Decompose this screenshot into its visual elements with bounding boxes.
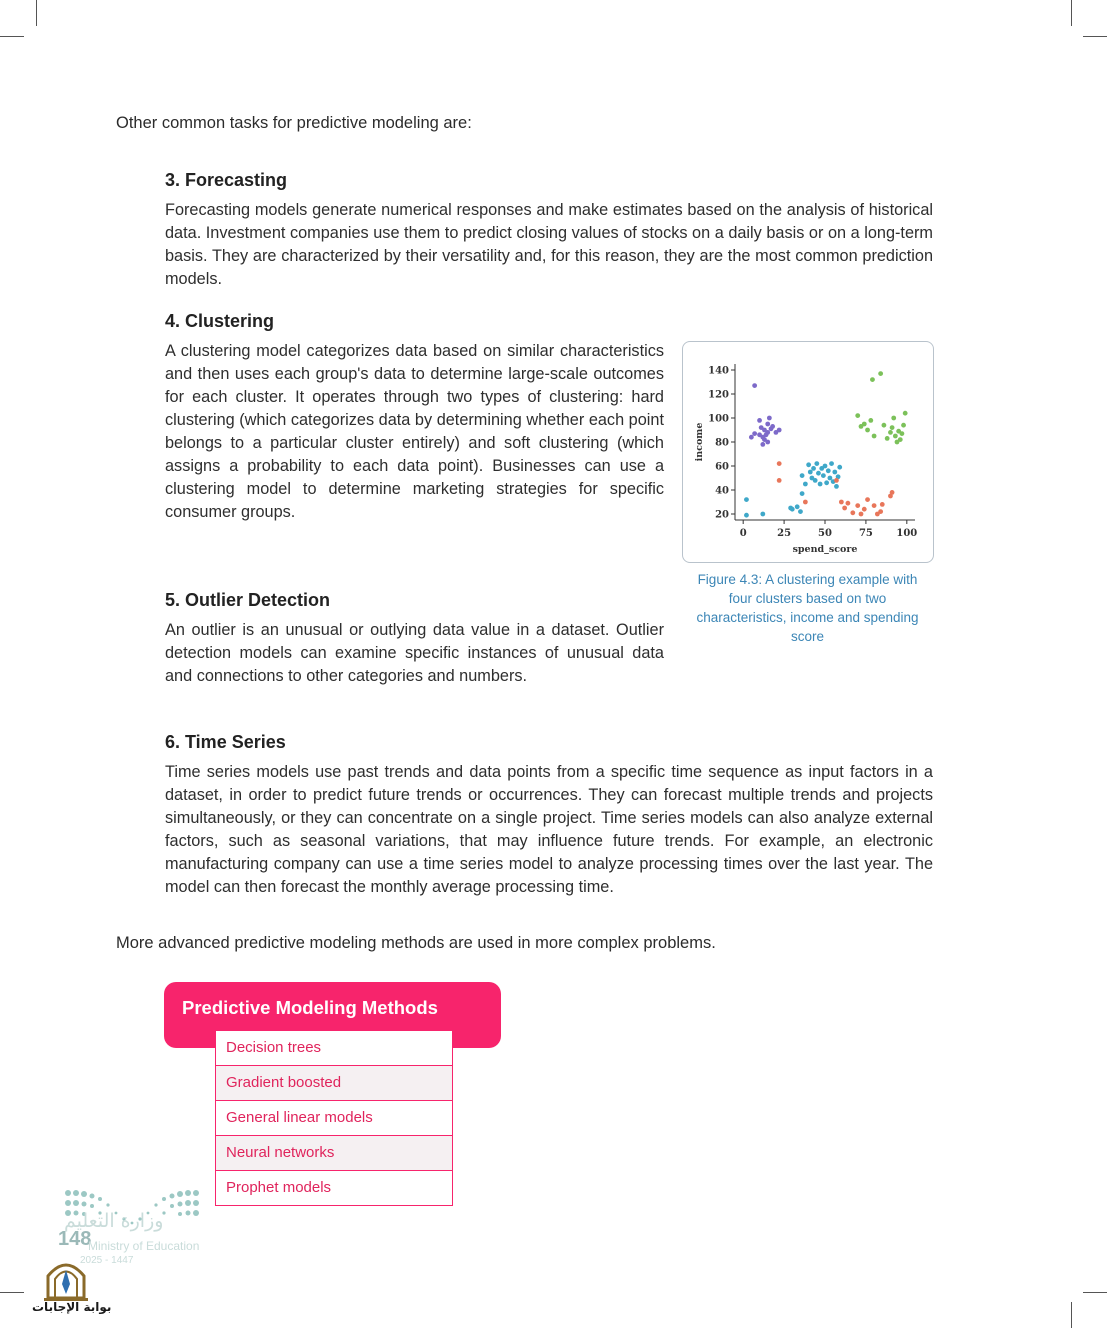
data-point [744, 513, 749, 518]
data-point [862, 422, 867, 427]
section-clustering [165, 311, 664, 524]
crop-mark [1071, 1302, 1072, 1328]
data-point [777, 478, 782, 483]
method-item: Prophet models [216, 1170, 452, 1205]
section-time-series [165, 732, 933, 899]
data-point [898, 437, 903, 442]
data-point [834, 484, 839, 489]
data-point [803, 500, 808, 505]
y-tick-label: 40 [715, 485, 729, 497]
data-point [770, 424, 775, 429]
data-point [891, 416, 896, 421]
method-item: General linear models [216, 1100, 452, 1135]
data-point [790, 507, 795, 512]
section-title: 3. Forecasting [165, 170, 288, 190]
data-point [744, 497, 749, 502]
data-point [774, 430, 779, 435]
data-point [757, 432, 762, 437]
data-point [890, 425, 895, 430]
crop-mark [1083, 36, 1107, 37]
data-point [826, 468, 831, 473]
data-point [888, 430, 893, 435]
data-point [878, 371, 883, 376]
data-point [765, 422, 770, 427]
data-point [762, 437, 767, 442]
y-tick-label: 80 [715, 437, 729, 449]
x-tick-label: 100 [896, 528, 918, 539]
section-body: An outlier is an unusual or outlying data value in a dataset. Outlier detection models can examine specific instances of unusual data and connections to other categories and numbers. [165, 621, 664, 685]
section-title: 5. Outlier Detection [165, 590, 331, 610]
data-point [765, 430, 770, 435]
crop-mark [1083, 1292, 1107, 1293]
section-body: Time series models use past trends and data points from a specific time sequence as input factors in a dataset, in order to predict future trends or occurrences. They can forecast multiple trends and projects simultaneously, or they can concentrate on a single project. Time series models can also analyze external factors, such as seasonal variations, that may influence future trends. For example, an electronic manufacturing company can use a time series model to analyze processing times over the last year. The model can then forecast the monthly average processing time. [165, 763, 933, 896]
ministry-name-english: Ministry of Education [88, 1239, 200, 1253]
section-outlier-detection [165, 590, 664, 688]
gate-text: بوابة الإجابات [32, 1300, 112, 1314]
data-point [828, 476, 833, 481]
data-point [832, 470, 837, 475]
data-point [798, 509, 803, 514]
data-point [823, 464, 828, 469]
data-point [859, 512, 864, 517]
data-point [818, 482, 823, 487]
advanced-text: More advanced predictive modeling methods are used in more complex problems. [116, 934, 716, 952]
x-tick-label: 75 [858, 528, 873, 539]
method-item: Neural networks [216, 1135, 452, 1170]
data-point [880, 502, 885, 507]
data-point [803, 482, 808, 487]
y-axis-label: income [694, 422, 705, 462]
data-point [855, 503, 860, 508]
section-title: 6. Time Series [165, 732, 286, 752]
data-point [893, 434, 898, 439]
data-point [816, 471, 821, 476]
data-point [749, 435, 754, 440]
data-point [806, 462, 811, 467]
methods-title: Predictive Modeling Methods [182, 997, 438, 1018]
data-point [878, 509, 883, 514]
data-point [890, 490, 895, 495]
data-point [824, 480, 829, 485]
data-point [901, 423, 906, 428]
data-point [900, 431, 905, 436]
y-tick-label: 120 [708, 389, 729, 401]
data-point [846, 501, 851, 506]
data-point [842, 506, 847, 511]
data-point [850, 510, 855, 515]
data-point [811, 466, 816, 471]
y-tick-label: 100 [708, 413, 729, 425]
data-point [814, 461, 819, 466]
data-point [872, 503, 877, 508]
section-forecasting [165, 170, 933, 291]
y-tick-label: 20 [715, 509, 729, 521]
y-tick-label: 60 [715, 461, 729, 473]
methods-list [215, 1030, 453, 1206]
data-point [767, 416, 772, 421]
data-point [777, 461, 782, 466]
x-tick-label: 25 [777, 528, 792, 539]
section-title: 4. Clustering [165, 311, 275, 331]
page-number: 148 [58, 1228, 92, 1250]
data-point [868, 418, 873, 423]
data-point [903, 411, 908, 416]
data-point [865, 497, 870, 502]
data-point [839, 500, 844, 505]
data-point [752, 431, 757, 436]
method-item: Gradient boosted [216, 1065, 452, 1100]
crop-mark [0, 36, 24, 37]
crop-mark [1071, 0, 1072, 26]
data-point [872, 434, 877, 439]
crop-mark [0, 1292, 24, 1293]
year-label: 2025 - 1447 [80, 1255, 134, 1266]
data-point [760, 442, 765, 447]
data-point [795, 504, 800, 509]
clustering-chart [682, 341, 934, 563]
data-point [870, 377, 875, 382]
ministry-name-arabic: وزارة التعليم [64, 1210, 164, 1232]
data-point [752, 383, 757, 388]
figure-caption: Figure 4.3: A clustering example with four clusters based on two characteristics, income and spending score [696, 572, 919, 644]
data-point [821, 473, 826, 478]
data-point [834, 478, 839, 483]
section-body: A clustering model categorizes data based on similar characteristics and then uses each group's data to determine large-scale outcomes for each cluster. It operates through two types of clustering: hard clustering (which categorizes data by determining whether each point belongs to a particular cluster entirely) and soft clustering (which assigns a probability to each data point). Businesses can use a clustering model to determine marketing strategies for specific consumer groups. [165, 342, 664, 521]
data-point [813, 478, 818, 483]
data-point [862, 507, 867, 512]
data-point [885, 436, 890, 441]
y-tick-label: 140 [708, 365, 729, 377]
data-point [808, 470, 813, 475]
intro-text: Other common tasks for predictive modeling are: [116, 114, 472, 132]
method-item: Decision trees [216, 1030, 452, 1065]
data-point [800, 473, 805, 478]
data-point [829, 461, 834, 466]
x-tick-label: 50 [818, 528, 832, 539]
data-point [757, 418, 762, 423]
data-point [855, 413, 860, 418]
data-point [865, 428, 870, 433]
data-point [837, 465, 842, 470]
scatter-plot [683, 342, 933, 562]
x-axis-label: spend_score [792, 544, 858, 555]
data-point [800, 491, 805, 496]
x-tick-label: 0 [739, 528, 747, 539]
data-point [882, 423, 887, 428]
data-point [760, 512, 765, 517]
section-body: Forecasting models generate numerical responses and make estimates based on the analysis of historical data. Investment companies use them to predict closing values of stocks on a daily basis or on a long-term basis. They are characterized by their versatility and, for this reason, they are the most common prediction models. [165, 201, 933, 288]
crop-mark [36, 0, 37, 26]
